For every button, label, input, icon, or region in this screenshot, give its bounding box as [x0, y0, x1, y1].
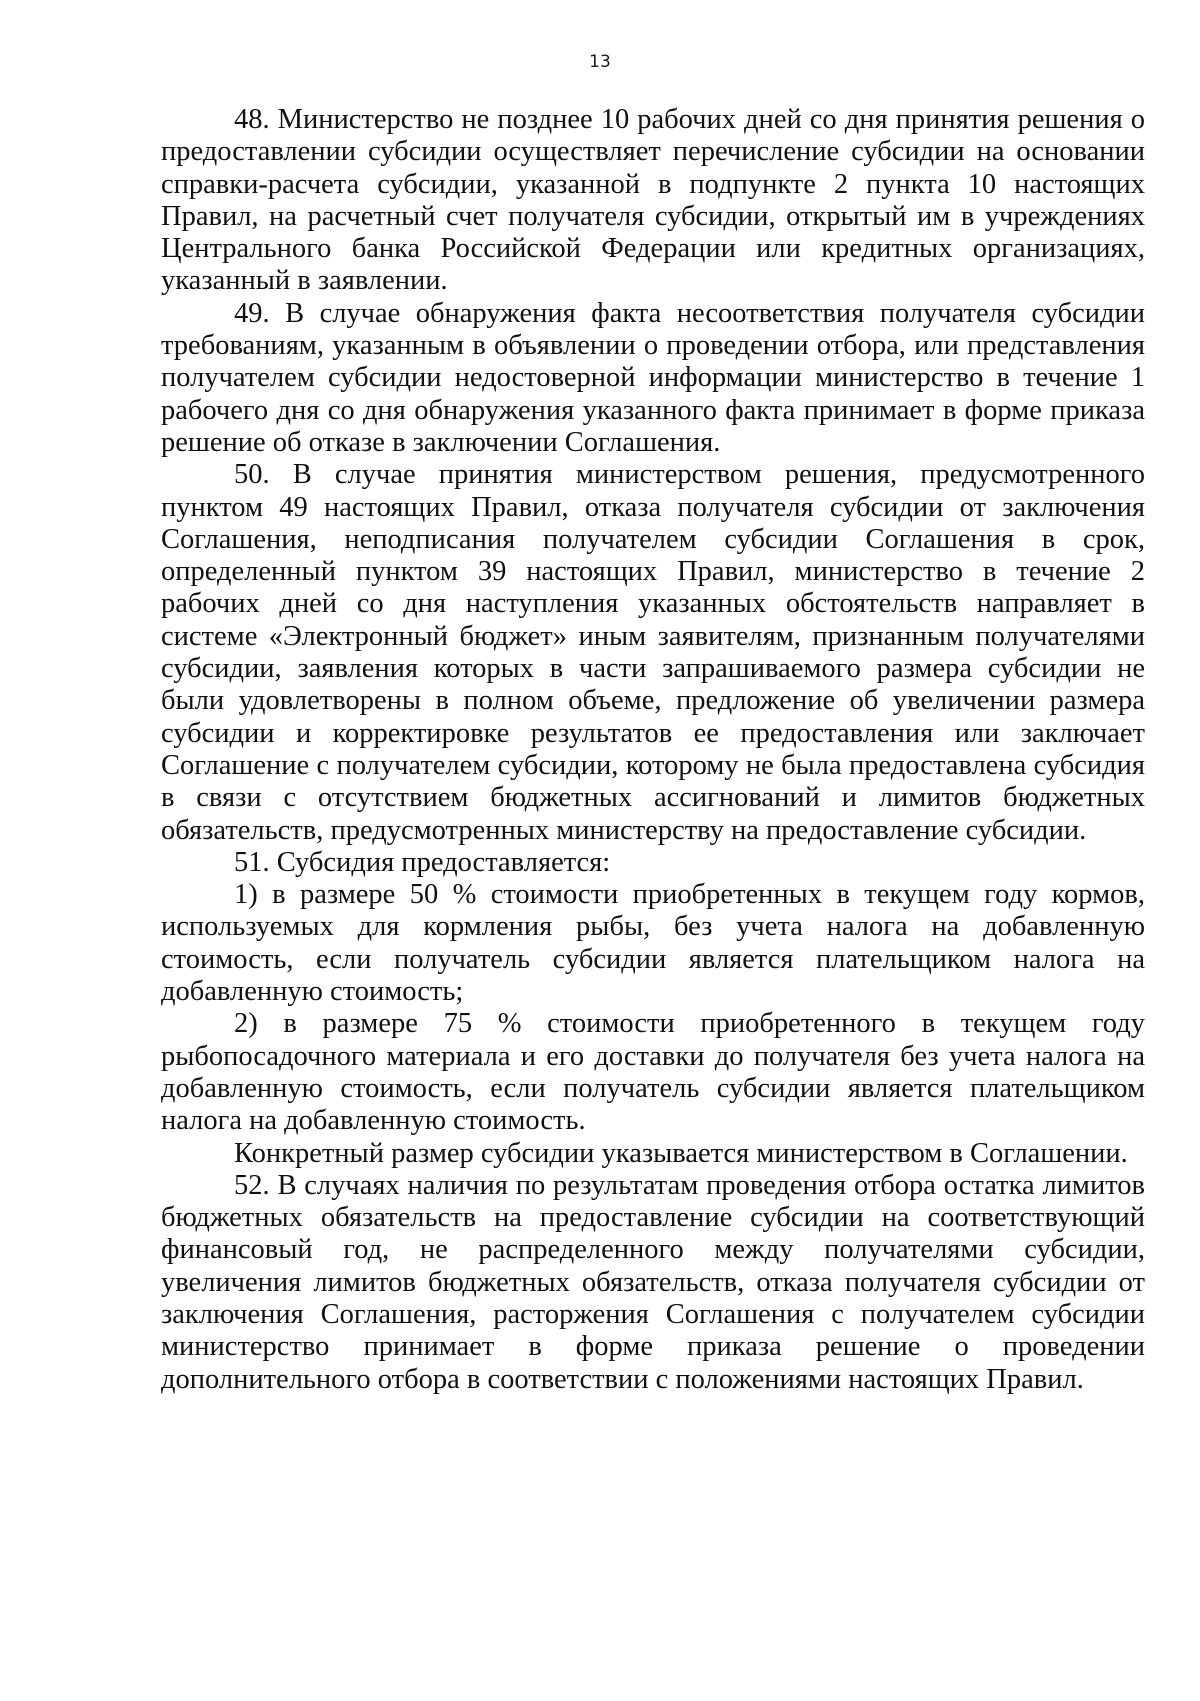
- document-body: [161, 104, 1145, 1396]
- paragraph-51-item-1: 1) в размере 50 % стоимости приобретенных в текущем году кормов, используемых для кормления рыбы, без учета налога на добавленную стоимость, если получатель субсидии является плательщиком налога на добавленную стоимость;: [161, 879, 1145, 1008]
- paragraph-50: 50. В случае принятия министерством решения, предусмотренного пунктом 49 настоящих Правил, отказа получателя субсидии от заключения Соглашения, неподписания получателем субсидии Соглашения в срок, определенный пунктом 39 настоящих Правил, министерство в течение 2 рабочих дней со дня наступления указанных обстоятельств направляет в системе «Электронный бюджет» иным заявителям, признанным получателями субсидии, заявления которых в части запрашиваемого размера субсидии не были удовлетворены в полном объеме, предложение об увеличении размера субсидии и корректировке результатов ее предоставления или заключает Соглашение с получателем субсидии, которому не была предоставлена субсидия в связи с отсутствием бюджетных ассигнований и лимитов бюджетных обязательств, предусмотренных министерству на предоставление субсидии.: [161, 459, 1145, 846]
- paragraph-52: 52. В случаях наличия по результатам проведения отбора остатка лимитов бюджетных обязательств на предоставление субсидии на соответствующий финансовый год, не распределенного между получателями субсидии, увеличения лимитов бюджетных обязательств, отказа получателя субсидии от заключения Соглашения, расторжения Соглашения с получателем субсидии министерство принимает в форме приказа решение о проведении дополнительного отбора в соответствии с положениями настоящих Правил.: [161, 1169, 1145, 1395]
- page-number: 13: [589, 52, 611, 72]
- paragraph-48: 48. Министерство не позднее 10 рабочих дней со дня принятия решения о предоставлении субсидии осуществляет перечисление субсидии на основании справки-расчета субсидии, указанной в подпункте 2 пункта 10 настоящих Правил, на расчетный счет получателя субсидии, открытый им в учреждениях Центрального банка Российской Федерации или кредитных организациях, указанный в заявлении.: [161, 104, 1145, 297]
- paragraph-51-note: Конкретный размер субсидии указывается министерством в Соглашении.: [234, 1137, 1128, 1169]
- paragraph-49: 49. В случае обнаружения факта несоответствия получателя субсидии требованиям, указанным в объявлении о проведении отбора, или представления получателем субсидии недостоверной информации министерство в течение 1 рабочего дня со дня обнаружения указанного факта принимает в форме приказа решение об отказе в заключении Соглашения.: [161, 297, 1145, 458]
- paragraph-51-item-2: 2) в размере 75 % стоимости приобретенного в текущем году рыбопосадочного материала и его доставки до получателя без учета налога на добавленную стоимость, если получатель субсидии является плательщиком налога на добавленную стоимость.: [161, 1008, 1145, 1137]
- paragraph-51: 51. Субсидия предоставляется:: [234, 846, 611, 878]
